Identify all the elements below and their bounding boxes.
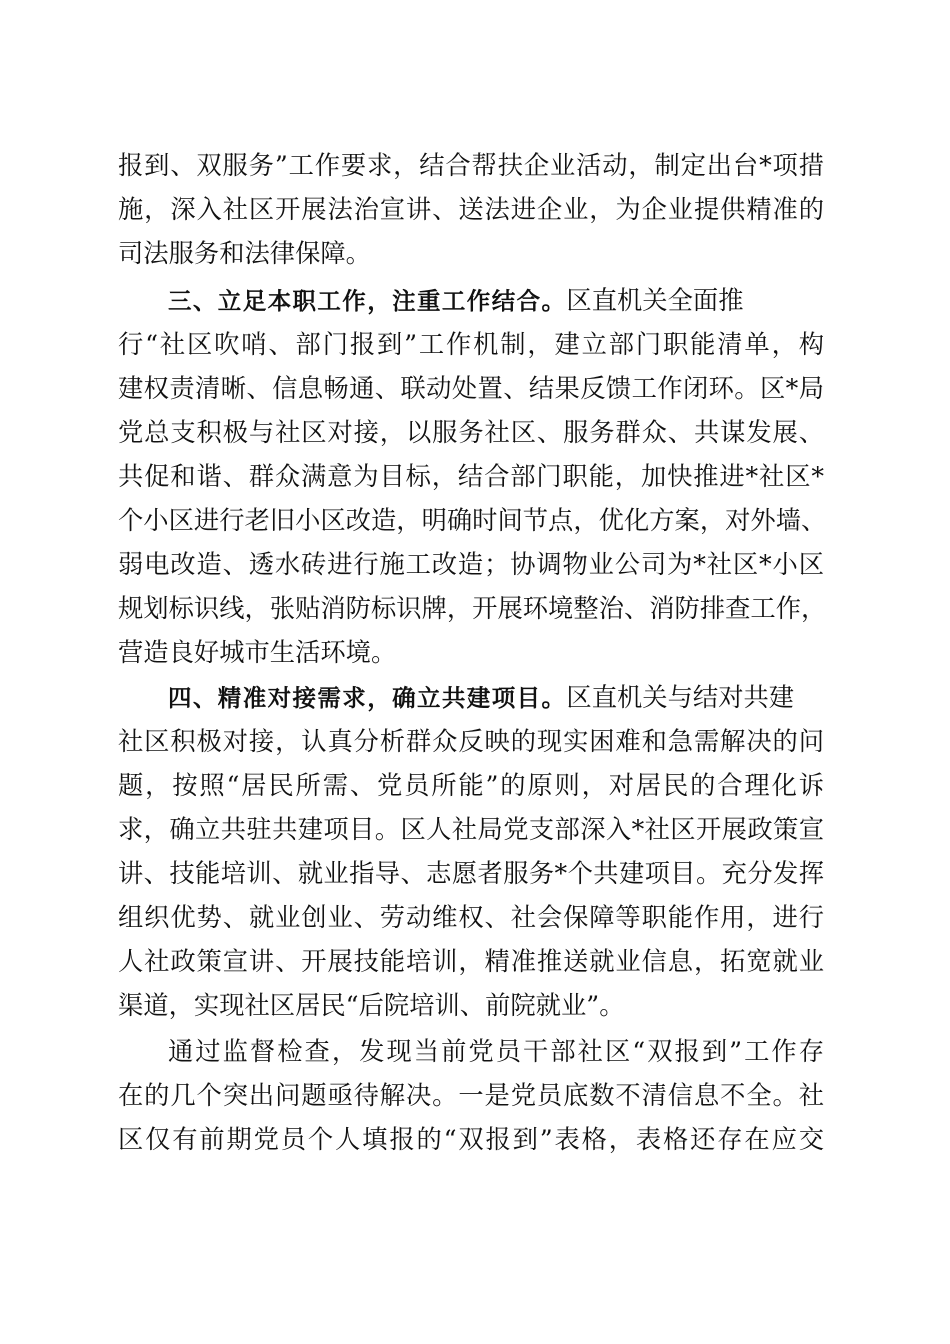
text-line: 在的几个突出问题亟待解决。一是党员底数不清信息不全。社 (118, 1081, 824, 1110)
text-line: 施，深入社区开展法治宣讲、送法进企业，为企业提供精准的 (118, 195, 824, 224)
paragraph-5-first-line: 通过监督检查，发现当前党员干部社区“双报到”工作存 (168, 1037, 824, 1066)
text-line: 报到、双服务”工作要求，结合帮扶企业活动，制定出台*项措 (118, 151, 824, 180)
text-line: 党总支积极与社区对接，以服务社区、服务群众、共谋发展、 (118, 418, 824, 447)
text-line: 个小区进行老旧小区改造，明确时间节点，优化方案，对外墙、 (118, 506, 827, 535)
text-line: 区仅有前期党员个人填报的“双报到”表格，表格还存在应交 (118, 1125, 824, 1154)
text-line: 规划标识线，张贴消防标识牌，开展环境整治、消防排查工作， (118, 594, 827, 623)
text-line: 弱电改造、透水砖进行施工改造；协调物业公司为*社区*小区 (118, 550, 824, 579)
text-span: 区直机关与结对共建 (566, 683, 795, 712)
text-line: 共促和谐、群众满意为目标，结合部门职能，加快推进*社区* (118, 462, 824, 491)
text-line: 题，按照“居民所需、党员所能”的原则，对居民的合理化诉 (118, 771, 824, 800)
text-line: 建权责清晰、信息畅通、联动处置、结果反馈工作闭环。区*局 (118, 374, 824, 403)
text-line: 行“社区吹哨、部门报到”工作机制，建立部门职能清单，构 (118, 330, 824, 359)
text-line: 营造良好城市生活环境。 (118, 638, 397, 667)
text-line: 司法服务和法律保障。 (118, 239, 371, 268)
text-line: 社区积极对接，认真分析群众反映的现实困难和急需解决的问 (118, 727, 824, 756)
text-line: 组织优势、就业创业、劳动维权、社会保障等职能作用，进行 (118, 903, 824, 932)
text-line: 求，确立共驻共建项目。区人社局党支部深入*社区开展政策宣 (118, 815, 824, 844)
section-heading-4: 四、精准对接需求，确立共建项目。 (168, 684, 567, 712)
text-line: 人社政策宣讲、开展技能培训，精准推送就业信息，拓宽就业 (118, 947, 824, 976)
section-heading-3: 三、立足本职工作，注重工作结合。 (168, 287, 567, 315)
text-span: 区直机关全面推 (566, 286, 744, 315)
paragraph-3-first-line (168, 279, 824, 323)
text-line: 讲、技能培训、就业指导、志愿者服务*个共建项目。充分发挥 (118, 859, 824, 888)
text-line: 渠道，实现社区居民“后院培训、前院就业”。 (118, 991, 625, 1020)
paragraph-4-first-line (168, 676, 824, 720)
